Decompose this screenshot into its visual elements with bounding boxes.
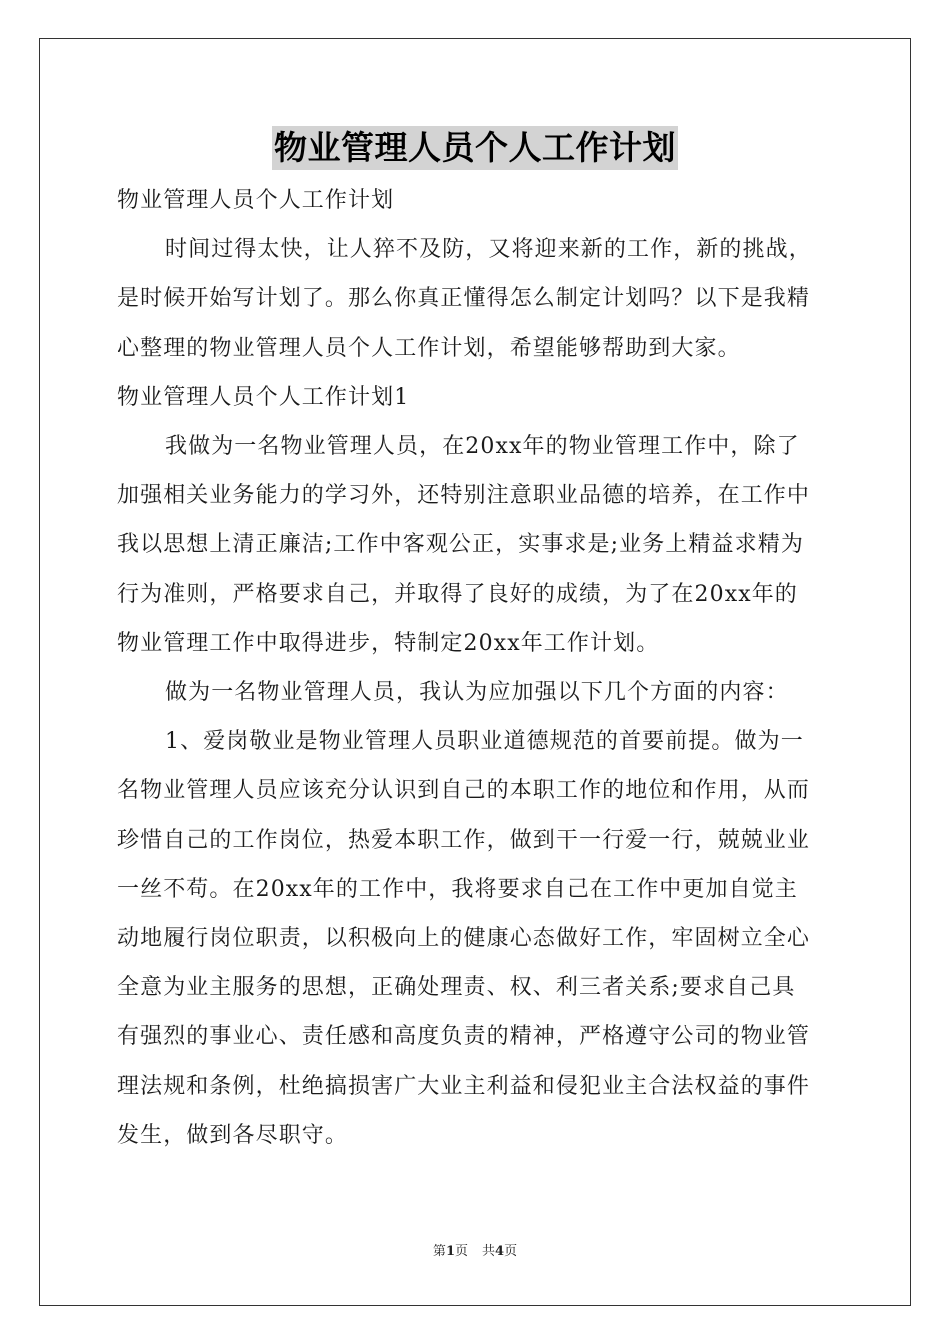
page-number: 1 [445,1244,455,1259]
text-line: 珍惜自己的工作岗位，热爱本职工作，做到干一行爱一行，兢兢业业 [117,827,811,853]
page-suffix: 页 [454,1244,468,1259]
text-line: 我以思想上清正廉洁;工作中客观公正，实事求是;业务上精益求精为 [117,532,804,558]
document-title: 物业管理人员个人工作计划 [272,126,678,170]
text-line: 行为准则，严格要求自己，并取得了良好的成绩，为了在20xx年的 [117,581,798,607]
page-prefix: 第 [432,1244,446,1259]
text-line: 加强相关业务能力的学习外，还特别注意职业品德的培养，在工作中 [117,483,811,509]
total-prefix: 共 [482,1244,496,1259]
document-body [117,176,833,1160]
text-line: 做为一名物业管理人员，我认为应加强以下几个方面的内容： [165,680,789,706]
page-footer [0,1243,950,1261]
text-line: 物业管理人员个人工作计划1 [117,384,410,410]
text-line: 心整理的物业管理人员个人工作计划，希望能够帮助到大家。 [117,335,741,361]
text-line: 我做为一名物业管理人员，在20xx年的物业管理工作中，除了 [165,434,800,460]
text-line: 时间过得太快，让人猝不及防，又将迎来新的工作，新的挑战， [165,237,812,263]
text-line: 理法规和条例，杜绝搞损害广大业主利益和侵犯业主合法权益的事件 [117,1073,811,1099]
text-line: 一丝不苟。在20xx年的工作中，我将要求自己在工作中更加自觉主 [117,876,798,902]
title-container [0,126,950,170]
text-line: 发生，做到各尽职守。 [117,1122,349,1148]
text-line: 名物业管理人员应该充分认识到自己的本职工作的地位和作用，从而 [117,778,811,804]
total-pages: 4 [495,1244,505,1259]
text-line: 物业管理工作中取得进步，特制定20xx年工作计划。 [117,630,660,656]
text-line: 物业管理人员个人工作计划 [117,188,395,213]
text-line: 1、爱岗敬业是物业管理人员职业道德规范的首要前提。做为一 [165,729,804,755]
total-suffix: 页 [504,1244,518,1259]
text-line: 是时候开始写计划了。那么你真正懂得怎么制定计划吗？以下是我精 [117,286,811,312]
text-line: 动地履行岗位职责，以积极向上的健康心态做好工作，牢固树立全心 [117,926,811,952]
text-line: 有强烈的事业心、责任感和高度负责的精神，严格遵守公司的物业管 [117,1024,811,1050]
text-line: 全意为业主服务的思想，正确处理责、权、利三者关系;要求自己具 [117,975,796,1001]
